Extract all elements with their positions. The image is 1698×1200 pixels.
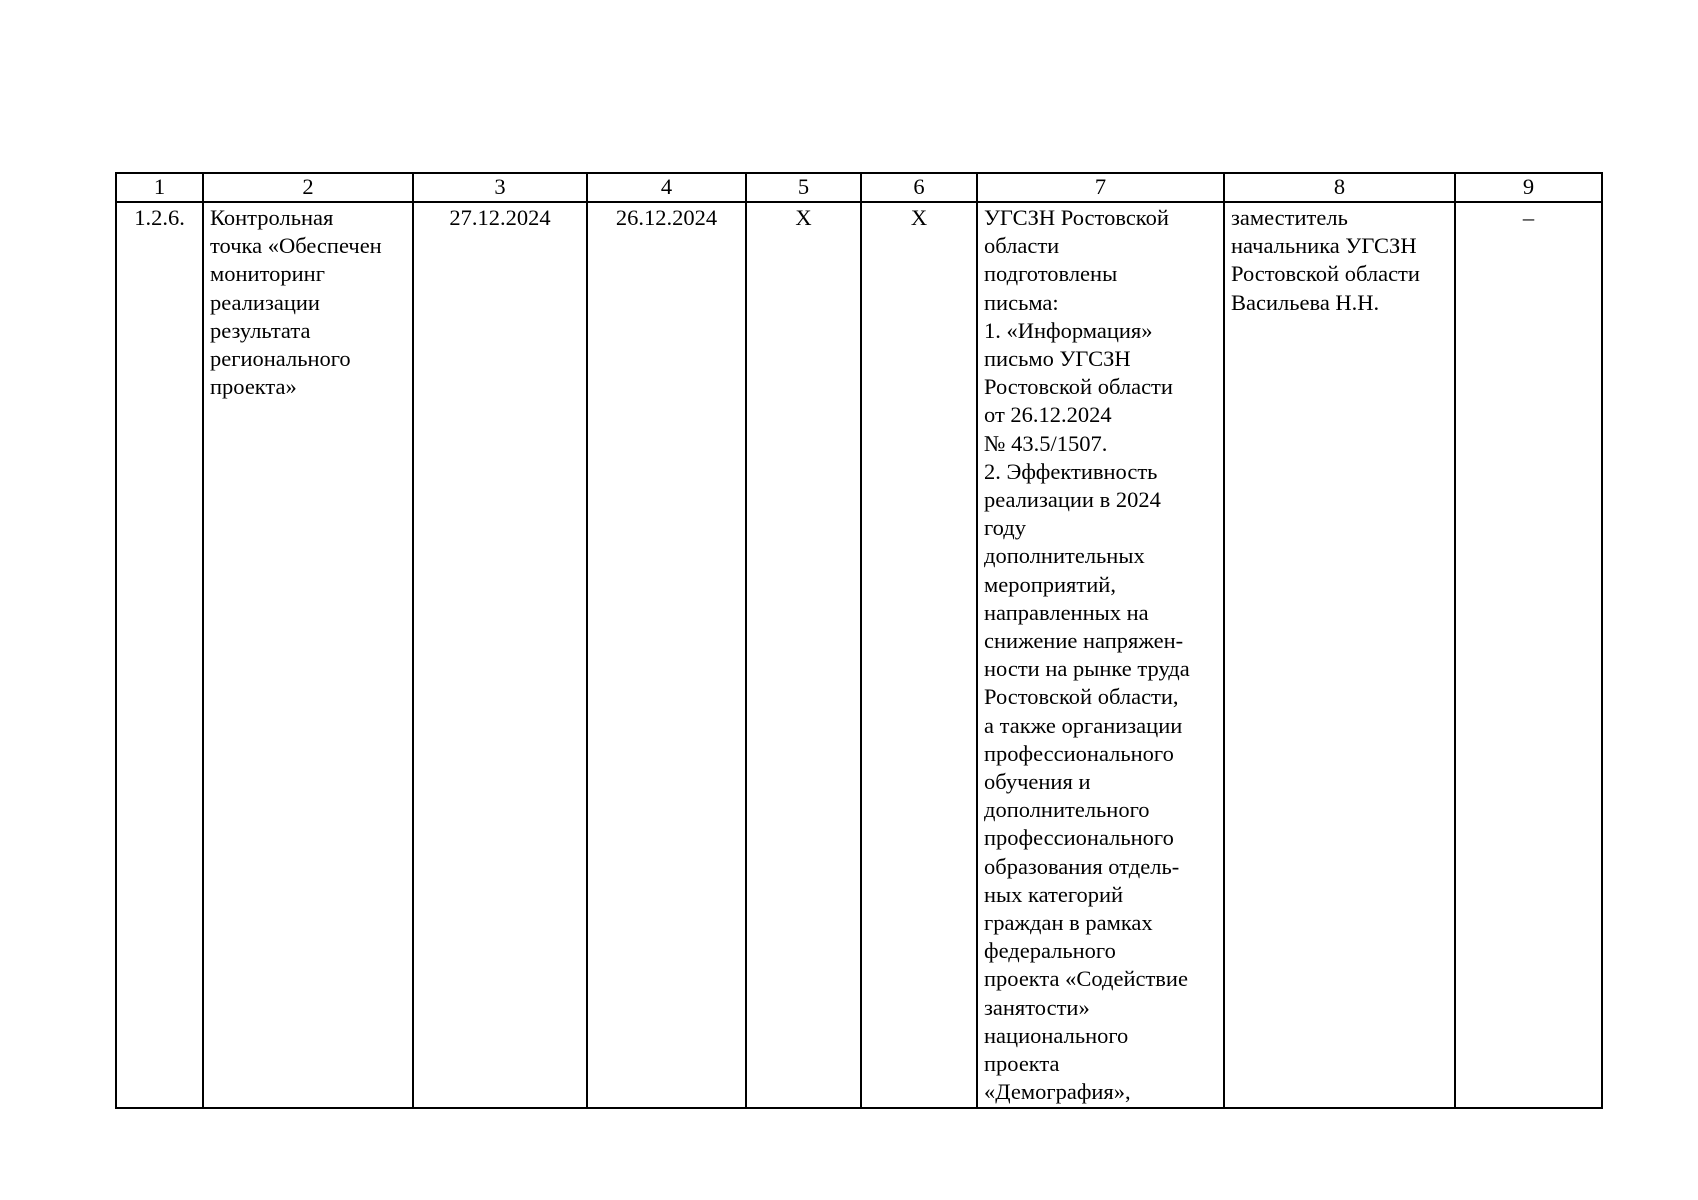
documents-line: проекта «Содействие xyxy=(984,966,1188,992)
name-line: мониторинг xyxy=(210,261,325,287)
table-row xyxy=(116,202,1602,1108)
documents-line: направленных на xyxy=(984,599,1149,625)
documents-line: УГСЗН Ростовской xyxy=(984,205,1169,230)
documents-line: профессионального xyxy=(984,740,1174,766)
documents-line: 2. Эффективность xyxy=(984,458,1158,484)
name-line: Контрольная xyxy=(210,205,334,230)
documents-line: подготовлены xyxy=(984,261,1118,287)
column-header-2: 2 xyxy=(203,173,413,202)
documents-line: занятости» xyxy=(984,994,1090,1020)
control-point-name-cell xyxy=(203,202,413,1108)
documents-line: образования отдель- xyxy=(984,853,1180,879)
responsible-person-cell xyxy=(1224,202,1455,1108)
documents-line: ных категорий xyxy=(984,881,1124,907)
documents-line: дополнительных xyxy=(984,543,1145,569)
column-5-cell: Х xyxy=(746,202,861,1108)
column-header-6: 6 xyxy=(861,173,977,202)
documents-line: обучения и xyxy=(984,769,1091,795)
planned-date-cell: 27.12.2024 xyxy=(413,202,587,1108)
column-header-4: 4 xyxy=(587,173,746,202)
documents-line: дополнительного xyxy=(984,797,1150,823)
documents-line: снижение напряжен- xyxy=(984,628,1184,654)
documents-line: № 43.5/1507. xyxy=(984,430,1108,456)
documents-line: году xyxy=(984,515,1026,541)
name-line: регионального xyxy=(210,346,351,372)
documents-line: проекта xyxy=(984,1051,1060,1077)
column-header-5: 5 xyxy=(746,173,861,202)
name-line: точка «Обеспечен xyxy=(210,233,382,259)
column-number-row xyxy=(116,173,1602,202)
responsible-line: начальника УГСЗН xyxy=(1231,233,1417,259)
documents-line: письмо УГСЗН xyxy=(984,346,1131,372)
documents-line: национального xyxy=(984,1022,1129,1048)
documents-line: Ростовской области, xyxy=(984,684,1179,710)
name-line: проекта» xyxy=(210,374,297,400)
documents-line: ности на рынке труда xyxy=(984,656,1190,682)
documents-cell xyxy=(977,202,1224,1108)
documents-line: от 26.12.2024 xyxy=(984,402,1112,428)
documents-line: реализации в 2024 xyxy=(984,487,1161,513)
column-header-1: 1 xyxy=(116,173,203,202)
documents-line: а также организации xyxy=(984,712,1183,738)
row-number-cell: 1.2.6. xyxy=(116,202,203,1108)
documents-line: «Демография», xyxy=(984,1079,1131,1105)
documents-line: мероприятий, xyxy=(984,571,1116,597)
column-header-9: 9 xyxy=(1455,173,1602,202)
column-6-cell: Х xyxy=(861,202,977,1108)
documents-line: профессионального xyxy=(984,825,1174,851)
responsible-line: Васильева Н.Н. xyxy=(1231,289,1380,315)
documents-line: граждан в рамках xyxy=(984,910,1153,936)
control-points-table xyxy=(115,172,1603,1109)
column-header-7: 7 xyxy=(977,173,1224,202)
column-9-cell: – xyxy=(1455,202,1602,1108)
name-line: результата xyxy=(210,317,311,343)
documents-line: 1. «Информация» xyxy=(984,317,1153,343)
column-header-8: 8 xyxy=(1224,173,1455,202)
documents-line: Ростовской области xyxy=(984,374,1173,400)
name-line: реализации xyxy=(210,289,320,315)
column-header-3: 3 xyxy=(413,173,587,202)
responsible-line: Ростовской области xyxy=(1231,261,1420,287)
responsible-line: заместитель xyxy=(1231,205,1348,230)
actual-date-cell: 26.12.2024 xyxy=(587,202,746,1108)
documents-line: области xyxy=(984,233,1060,259)
documents-line: письма: xyxy=(984,289,1059,315)
documents-line: федерального xyxy=(984,938,1116,964)
